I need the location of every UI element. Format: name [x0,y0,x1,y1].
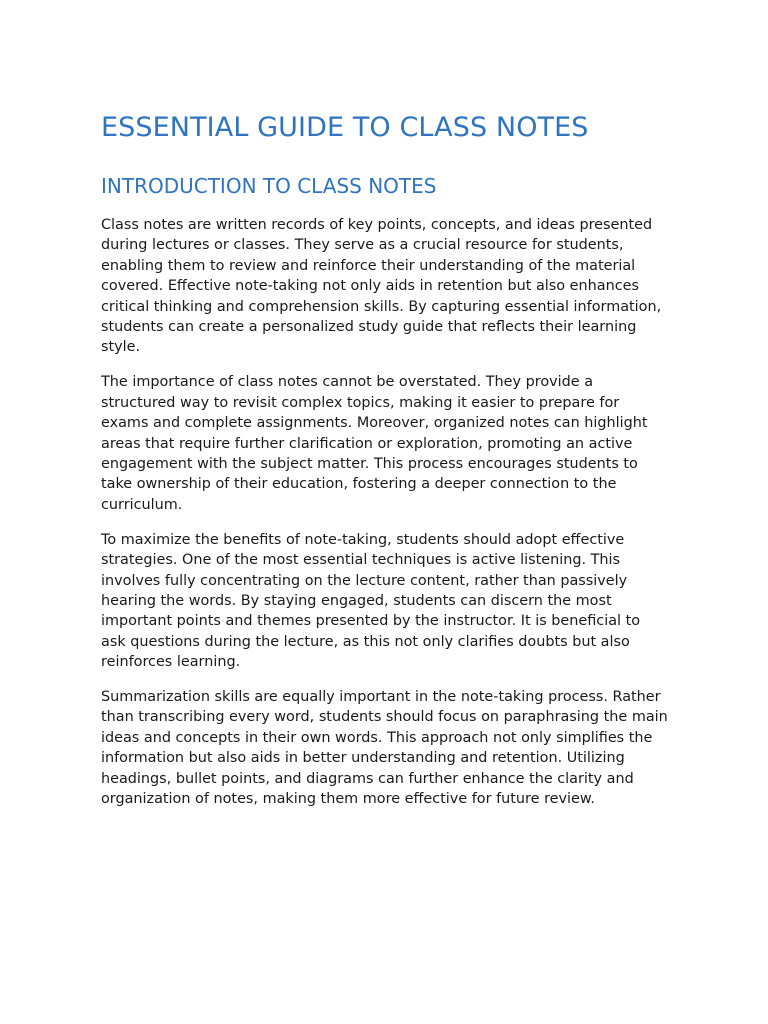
document-body [101,215,669,809]
paragraph-1: Class notes are written records of key points, concepts, and ideas presented during lectures or classes. They serve as a crucial resource for students, enabling them to review and reinforce their understanding of the material covered. Effective note-taking not only aids in retention but also enhances critical thinking and comprehension skills. By capturing essential information, students can create a personalized study guide that reflects their learning style. [101,217,662,356]
document-page [101,104,669,809]
document-title: ESSENTIAL GUIDE TO CLASS NOTES [101,112,589,143]
paragraph-3: To maximize the benefits of note-taking, students should adopt effective strategies. One of the most essential techniques is active listening. This involves fully concentrating on the lecture content, rather than passively hearing the words. By staying engaged, students can discern the most important points and themes presented by the instructor. It is beneficial to ask questions during the lecture, as this not only clarifies doubts but also reinforces learning. [101,531,641,671]
paragraph-4: Summarization skills are equally important in the note-taking process. Rather than transcribing every word, students should focus on paraphrasing the main ideas and concepts in their own words. This approach not only simplifies the information but also aids in better understanding and retention. Utilizing headings, bullet points, and diagrams can further enhance the clarity and organization of notes, making them more effective for future review. [101,689,668,808]
paragraph-2: The importance of class notes cannot be overstated. They provide a structured way to revisit complex topics, making it easier to prepare for exams and complete assignments. Moreover, organized notes can highlight areas that require further clarification or exploration, promoting an active engagement with the subject matter. This process encourages students to take ownership of their education, fostering a deeper connection to the curriculum. [101,374,648,513]
section-heading: INTRODUCTION TO CLASS NOTES [101,174,437,198]
